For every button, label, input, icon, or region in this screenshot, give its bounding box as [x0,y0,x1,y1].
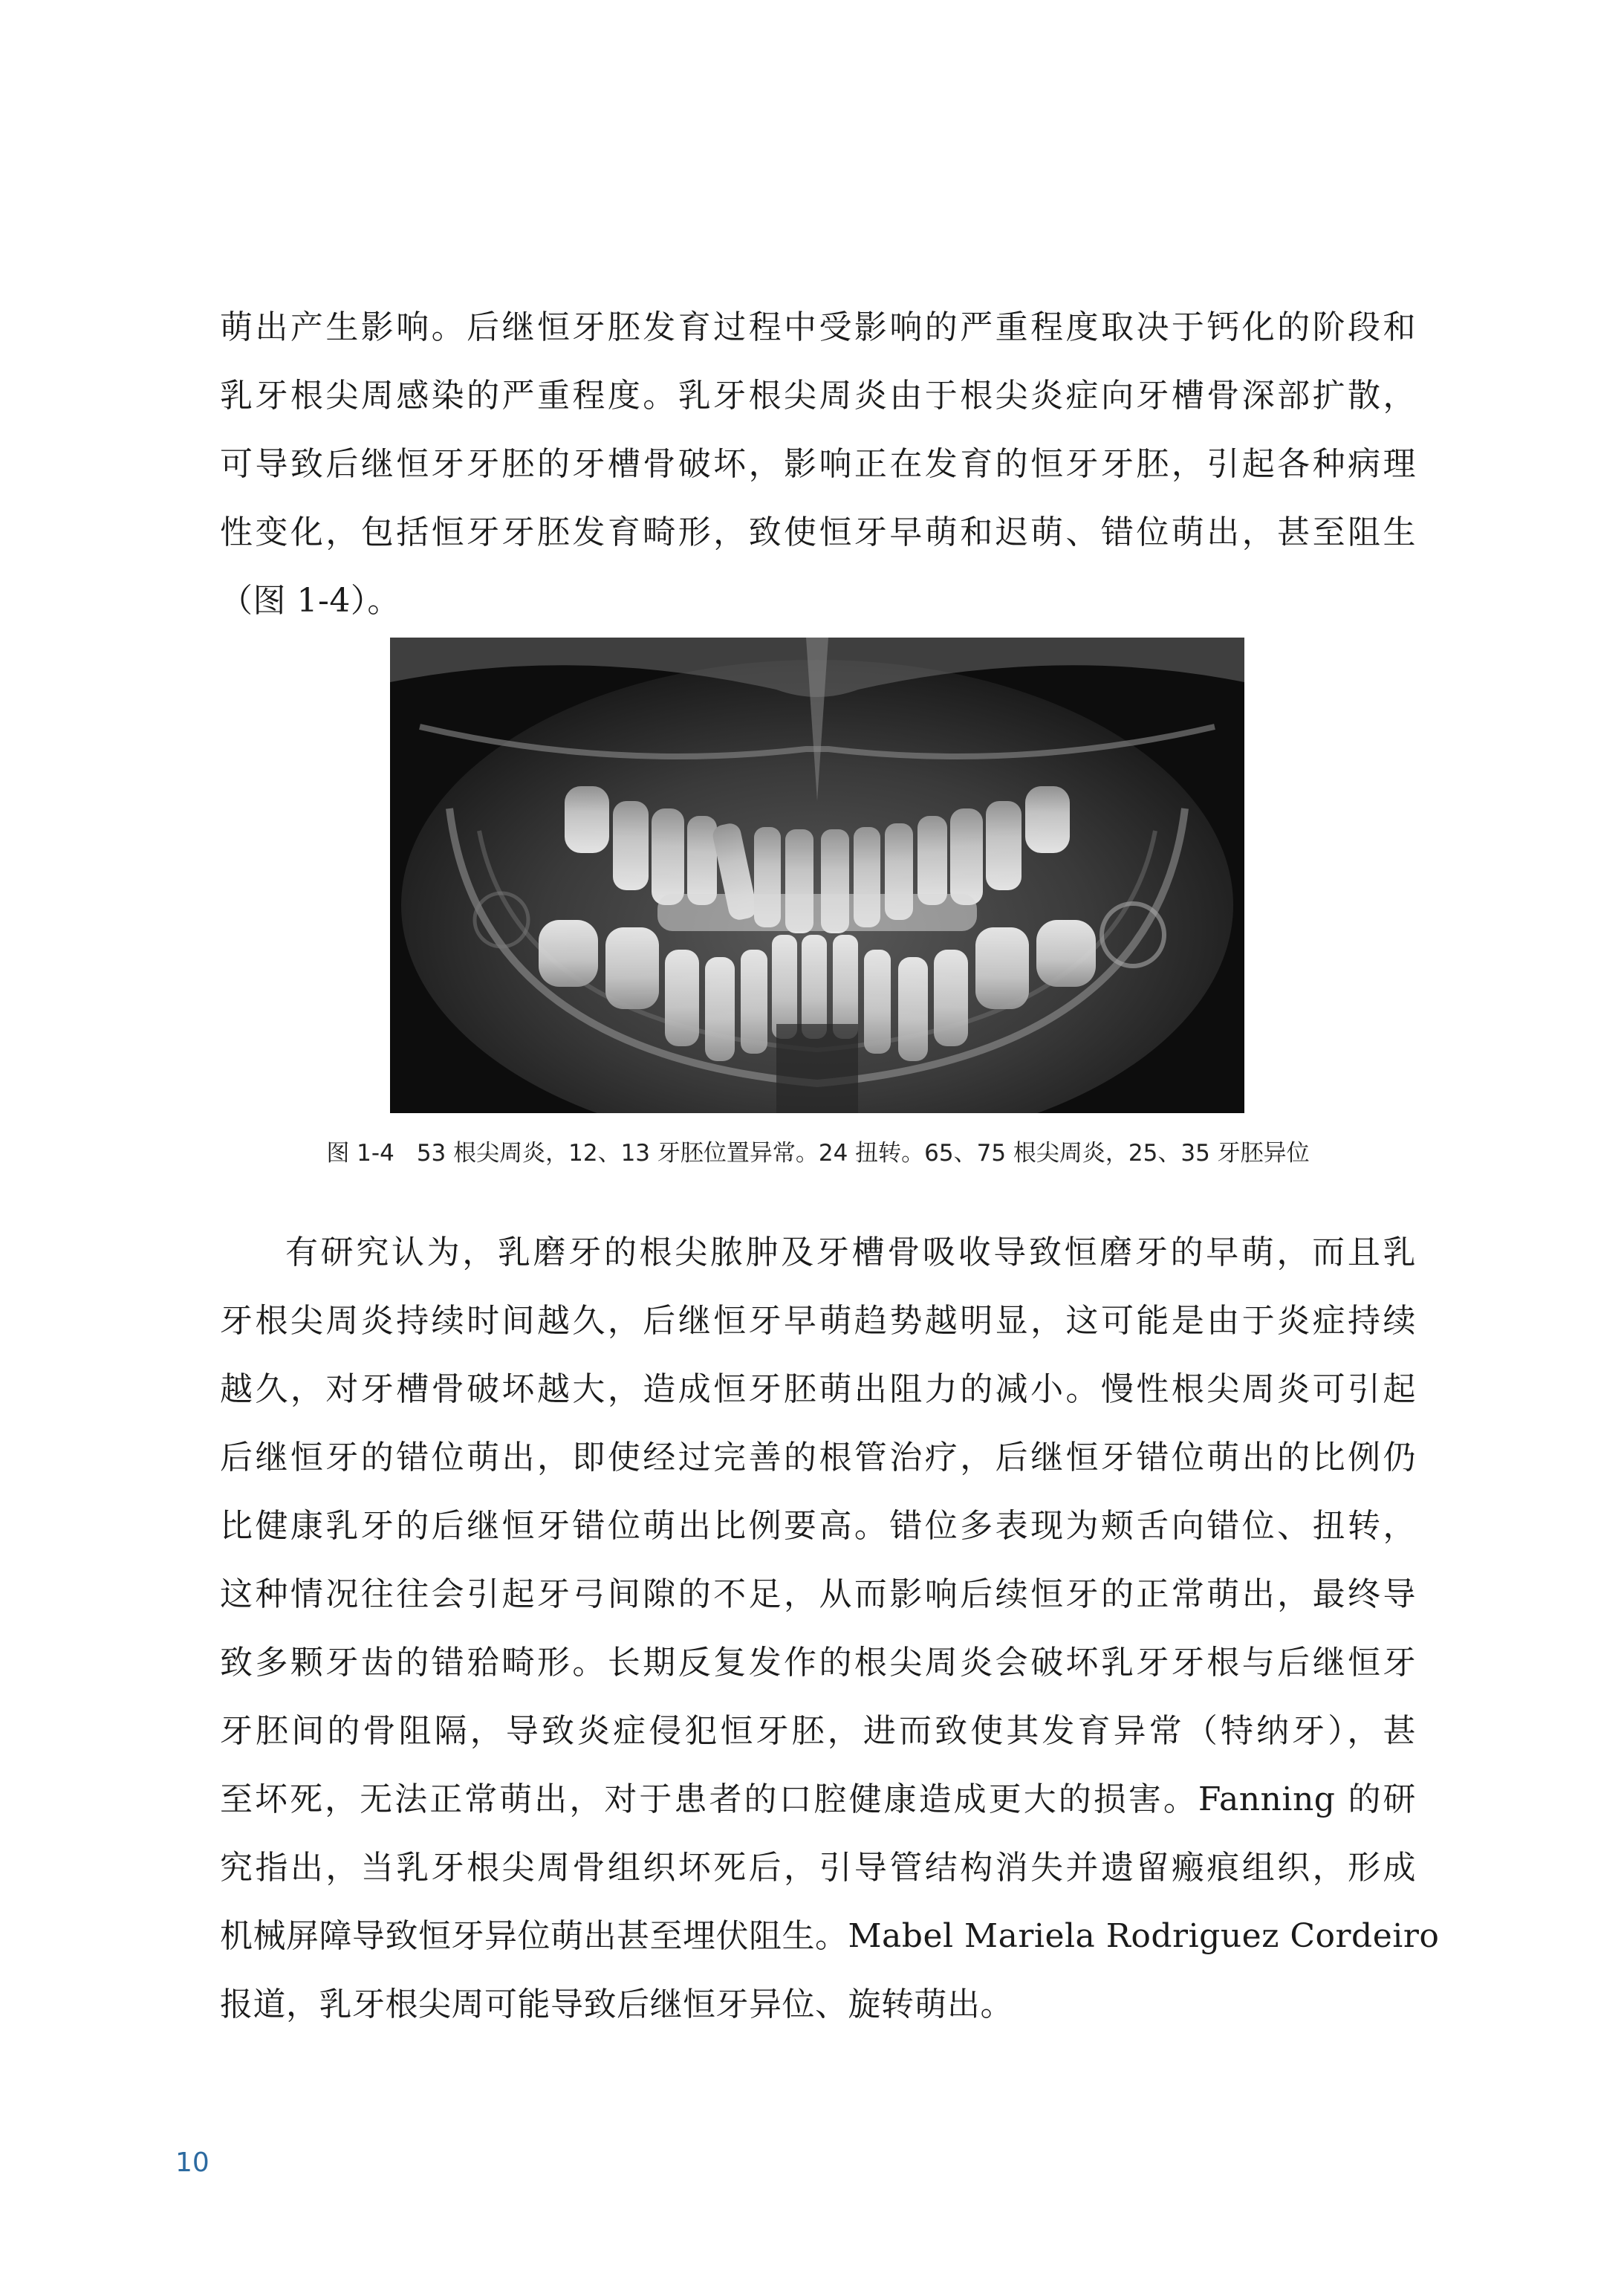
figure-caption [220,1131,1416,1176]
paragraph-2 [220,1219,1440,2039]
text-line: 这种情况往往会引起牙弓间隙的不足，从而影响后续恒牙的正常萌出，最终导 [220,1575,1416,1613]
text-line: 有研究认为，乳磨牙的根尖脓肿及牙槽骨吸收导致恒磨牙的早萌，而且乳 [285,1234,1416,1271]
text-line: 至坏死，无法正常萌出，对于患者的口腔健康造成更大的损害。Fanning 的研 [220,1780,1416,1818]
paragraph-1 [220,294,1416,635]
panoramic-xray-image [390,638,1244,1113]
text-line: 究指出，当乳牙根尖周骨组织坏死后，引导管结构消失并遗留瘢痕组织，形成 [220,1849,1416,1887]
text-line: 乳牙根尖周感染的严重程度。乳牙根尖周炎由于根尖炎症向牙槽骨深部扩散， [220,377,1416,415]
page-number: 10 [175,2148,210,2178]
text-line: 比健康乳牙的后继恒牙错位萌出比例要高。错位多表现为颊舌向错位、扭转， [220,1507,1416,1545]
text-line: 牙胚间的骨阻隔，导致炎症侵犯恒牙胚，进而致使其发育异常（特纳牙），甚 [220,1712,1416,1750]
text-line: 机械屏障导致恒牙异位萌出甚至埋伏阻生。Mabel Mariela Rodriguez Cordeiro [220,1917,1440,1955]
figure-caption-text: 53 根尖周炎，12、13 牙胚位置异常。24 扭转。65、75 根尖周炎，25、35 牙胚异位 [416,1140,1310,1167]
text-line: 可导致后继恒牙牙胚的牙槽骨破坏，影响正在发育的恒牙牙胚，引起各种病理 [220,445,1416,483]
text-line: 报道，乳牙根尖周可能导致后继恒牙异位、旋转萌出。 [220,1986,1013,2023]
text-line: 后继恒牙的错位萌出，即使经过完善的根管治疗，后继恒牙错位萌出的比例仍 [220,1439,1416,1477]
text-line: 性变化，包括恒牙牙胚发育畸形，致使恒牙早萌和迟萌、错位萌出，甚至阻生 [220,513,1416,551]
text-line: （图 1-4）。 [220,582,400,620]
text-line: 牙根尖周炎持续时间越久，后继恒牙早萌趋势越明显，这可能是由于炎症持续 [220,1302,1416,1340]
text-line: 越久，对牙槽骨破坏越大，造成恒牙胚萌出阻力的减小。慢性根尖周炎可引起 [220,1370,1416,1408]
figure-label: 图 1-4 [326,1140,394,1167]
text-line: 萌出产生影响。后继恒牙胚发育过程中受影响的严重程度取决于钙化的阶段和 [220,308,1416,346]
text-line: 致多颗牙齿的错𬌗畸形。长期反复发作的根尖周炎会破坏乳牙牙根与后继恒牙 [220,1644,1416,1682]
